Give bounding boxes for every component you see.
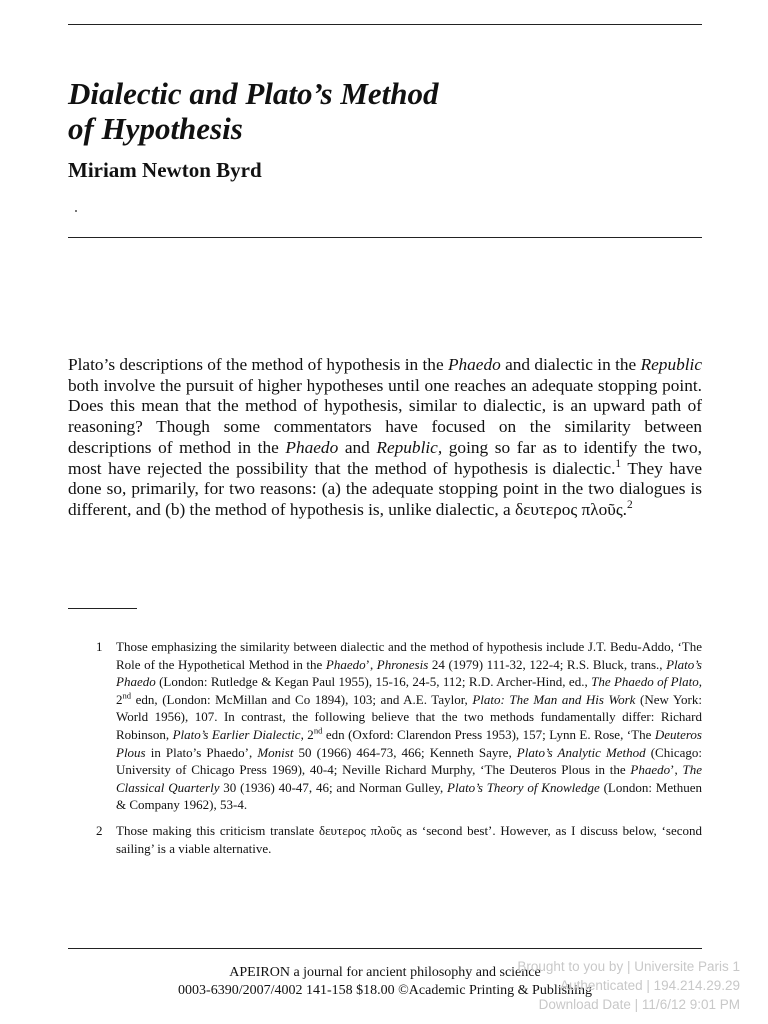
header-bottom-rule: [68, 237, 702, 238]
footnote-1: 1 Those emphasizing the similarity between dialectic and the method of hypothesis include J.T. Bedu-Addo, ‘The Role of the Hypothetical Method in the Phaedo’, Phronesis 24 (1979) 111-32, 122-4; R.S. Bluck, trans., Plato’s Phaedo (London: Rutledge & Kegan Paul 1955), 15-16, 24-5, 112; R.D. Archer-Hind, ed., The Phaedo of Plato, 2nd edn, (London: McMillan and Co 1894), 103; and A.E. Taylor, Plato: The Man and His Work (New York: World 1956), 107. In contrast, the following believe that the two methods fundamentally differ: Richard Robinson, Plato’s Earlier Dialectic, 2nd edn (Oxford: Clarendon Press 1953), 157; Lynn E. Rose, ‘The Deuteros Plous in Plato’s Phaedo’, Monist 50 (1966) 464-73, 466; Kenneth Sayre, Plato’s Analytic Method (Chicago: University of Chicago Press 1969), 40-4; Neville Richard Murphy, ‘The Deuteros Plous in the Phaedo’, The Classical Quarterly 30 (1936) 40-47, 46; and Norman Gulley, Plato’s Theory of Knowledge (London: Methuen & Company 1962), 53-4.: [96, 639, 703, 813]
title-line-2: of Hypothesis: [68, 111, 243, 146]
footnotes-list: [96, 638, 702, 857]
top-rule: [68, 24, 702, 25]
footnote-2: 2 Those making this criticism translate δευτερος πλοῦς as ‘second best’. However, as I discuss below, ‘second sailing’ is a viable alternative.: [96, 822, 702, 856]
author-name: Miriam Newton Byrd: [68, 158, 262, 182]
opening-paragraph: Plato’s descriptions of the method of hypothesis in the Phaedo and dialectic in the Republic both involve the pursuit of higher hypotheses until one reaches an adequate stopping point. Does this mean that the method of hypothesis, similar to dialectic, is an upward path of reasoning? Though some commentators have focused on the similarity between descriptions of method in the Phaedo and Republic, going so far as to identify the two, most have rejected the possibility that the method of hypothesis is dialectic.$^1$ They have done so, primarily, for two reasons: (a) the adequate stopping point in the two dialogues is different, and (b) the method of hypothesis is, unlike dialectic, a δευτερος πλοῦς.$^2$: [68, 355, 703, 519]
footnote-number: 1: [96, 639, 103, 654]
issn-line: 0003-6390/2007/4002 141-158 $18.00 ©Academic Printing & Publishing: [178, 983, 592, 998]
watermark-line-3: Download Date | 11/6/12 9:01 PM: [538, 997, 740, 1012]
download-watermark: [440, 957, 740, 1014]
article-title: [68, 76, 688, 146]
footer-rule: [68, 948, 702, 949]
footnote-ref-2[interactable]: 2: [627, 499, 633, 512]
watermark-line-1: Brought to you by | Universite Paris 1: [517, 959, 740, 974]
footnote-separator: [68, 608, 137, 609]
watermark-line-2: Authenticated | 194.214.29.29: [560, 978, 740, 993]
footnote-number: 2: [96, 822, 103, 838]
title-line-1: Dialectic and Plato’s Method: [68, 76, 439, 111]
footnote-ref-1[interactable]: 1: [615, 457, 622, 470]
journal-name: APEIRON a journal for ancient philosophy and science: [229, 965, 541, 980]
scan-speck: [75, 210, 77, 212]
